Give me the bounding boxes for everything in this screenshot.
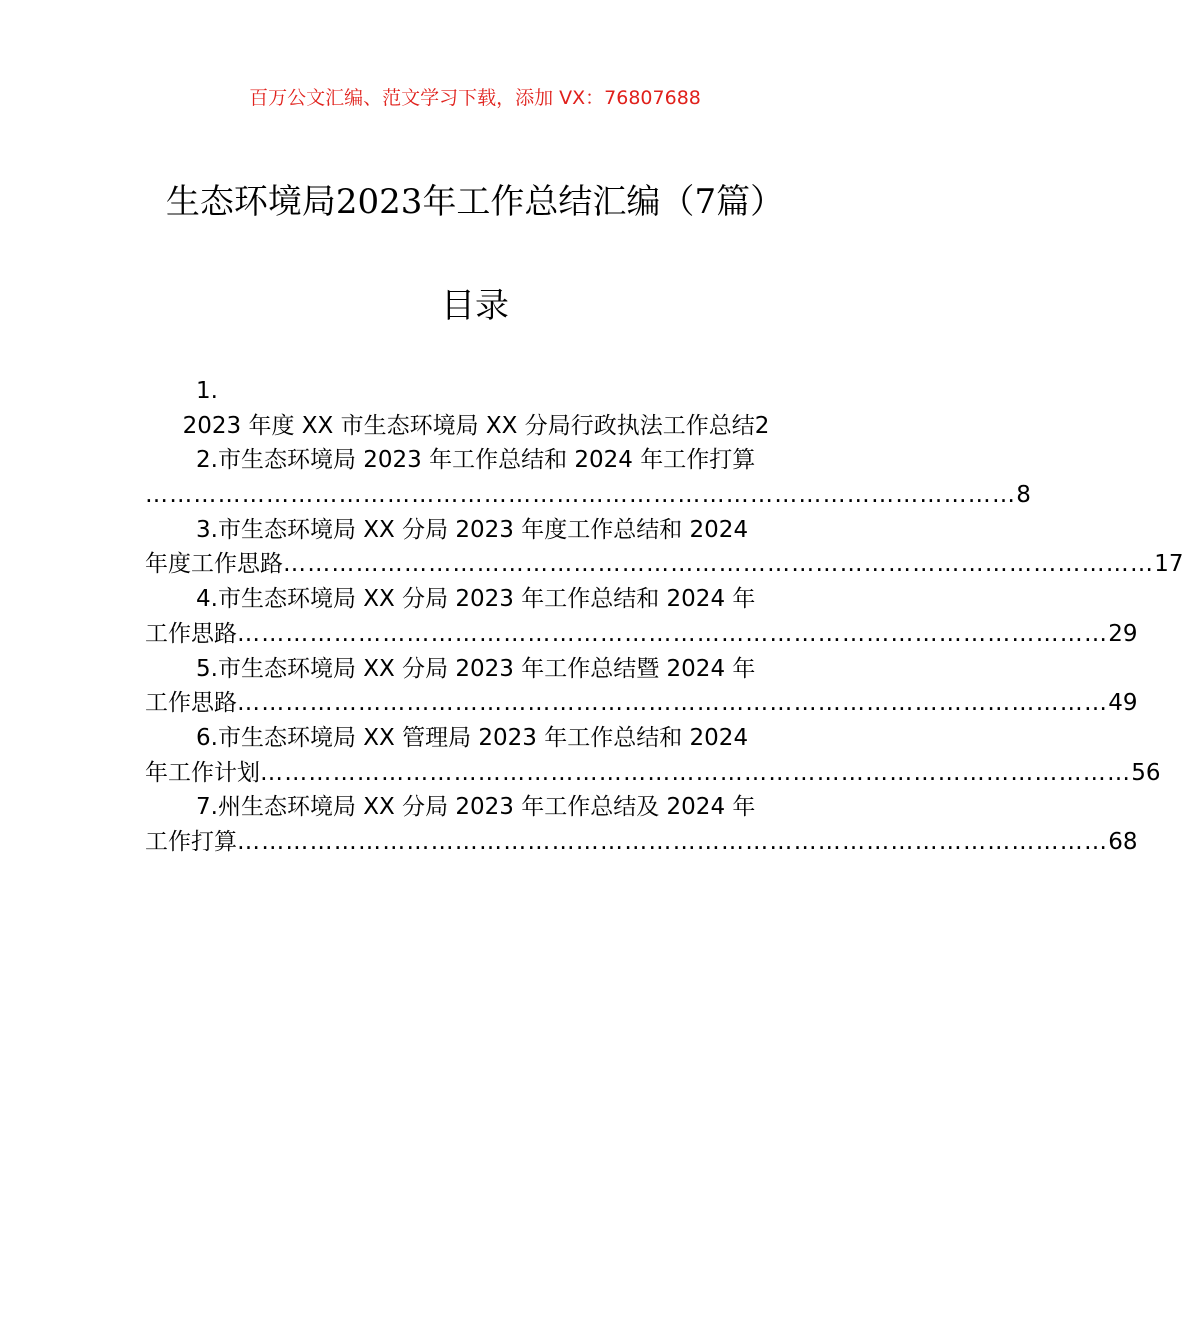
toc-entry-7-title-cont: 工作打算 bbox=[145, 828, 237, 855]
header-watermark-note: 百万公文汇编、范文学习下载，添加 VX：76807688 bbox=[249, 87, 701, 109]
title-year: 2023 bbox=[335, 182, 423, 222]
toc-entry-6-title-cont: 年工作计划 bbox=[145, 759, 260, 786]
table-of-contents bbox=[145, 374, 1183, 860]
toc-entry-3-line1[interactable]: 3.市生态环境局 XX 分局 2023 年度工作总结和 2024 bbox=[196, 516, 749, 543]
toc-entry-7-line1[interactable]: 7.州生态环境局 XX 分局 2023 年工作总结及 2024 年 bbox=[196, 794, 756, 821]
title-after: 年工作总结汇编（ bbox=[422, 182, 695, 222]
toc-entry-1-number: 1. bbox=[196, 378, 218, 404]
toc-entry-3-title-cont: 年度工作思路 bbox=[145, 551, 283, 578]
toc-entry-4-line1[interactable]: 4.市生态环境局 XX 分局 2023 年工作总结和 2024 年 bbox=[196, 586, 756, 613]
toc-entry-7-line2[interactable] bbox=[145, 825, 1138, 860]
toc-leader-dots: ……………………………………………………………………………………………… bbox=[260, 759, 1132, 786]
toc-entry-5-line2[interactable] bbox=[145, 686, 1138, 721]
title-before: 生态环境局 bbox=[165, 182, 336, 222]
toc-leader-dots: ……………………………………………………………………………………………… bbox=[283, 551, 1155, 578]
title-tail: 篇） bbox=[716, 182, 785, 222]
toc-entry-4-title-cont: 工作思路 bbox=[145, 620, 237, 647]
toc-entry-7-page: 68 bbox=[1108, 828, 1138, 855]
toc-leader-dots: ……………………………………………………………………………………………… bbox=[237, 690, 1109, 717]
toc-heading: 目录 bbox=[441, 286, 509, 326]
toc-entry-6-line1[interactable]: 6.市生态环境局 XX 管理局 2023 年工作总结和 2024 bbox=[196, 724, 749, 751]
toc-entry-4-line2[interactable] bbox=[145, 617, 1138, 652]
toc-entry-1-page: 2 bbox=[754, 412, 770, 439]
toc-entry-3-page: 17 bbox=[1154, 551, 1183, 578]
toc-entry-4-page: 29 bbox=[1108, 620, 1138, 647]
document-title bbox=[0, 178, 950, 226]
title-count: 7 bbox=[694, 182, 717, 222]
toc-leader-dots: ……………………………………………………………………………………………… bbox=[237, 828, 1109, 855]
toc-leader-dots: ……………………………………………………………………………………………… bbox=[237, 620, 1109, 647]
toc-entry-5-page: 49 bbox=[1108, 690, 1138, 717]
toc-entry-3-line2[interactable] bbox=[145, 547, 1183, 582]
toc-entry-1[interactable] bbox=[145, 409, 807, 444]
toc-leader-dots: ……………………………………………………………………………………………… bbox=[145, 482, 1017, 509]
toc-entry-6-page: 56 bbox=[1131, 759, 1161, 786]
toc-entry-6-line2[interactable] bbox=[145, 756, 1161, 791]
toc-entry-1-title: 2023 年度 XX 市生态环境局 XX 分局行政执法工作总结 bbox=[182, 412, 755, 439]
toc-entry-5-title-cont: 工作思路 bbox=[145, 690, 237, 717]
toc-entry-2-page: 8 bbox=[1016, 482, 1031, 509]
toc-entry-2-line2[interactable] bbox=[145, 478, 1031, 513]
toc-entry-2-line1[interactable]: 2.市生态环境局 2023 年工作总结和 2024 年工作打算 bbox=[196, 447, 756, 474]
toc-entry-5-line1[interactable]: 5.市生态环境局 XX 分局 2023 年工作总结暨 2024 年 bbox=[196, 655, 756, 682]
